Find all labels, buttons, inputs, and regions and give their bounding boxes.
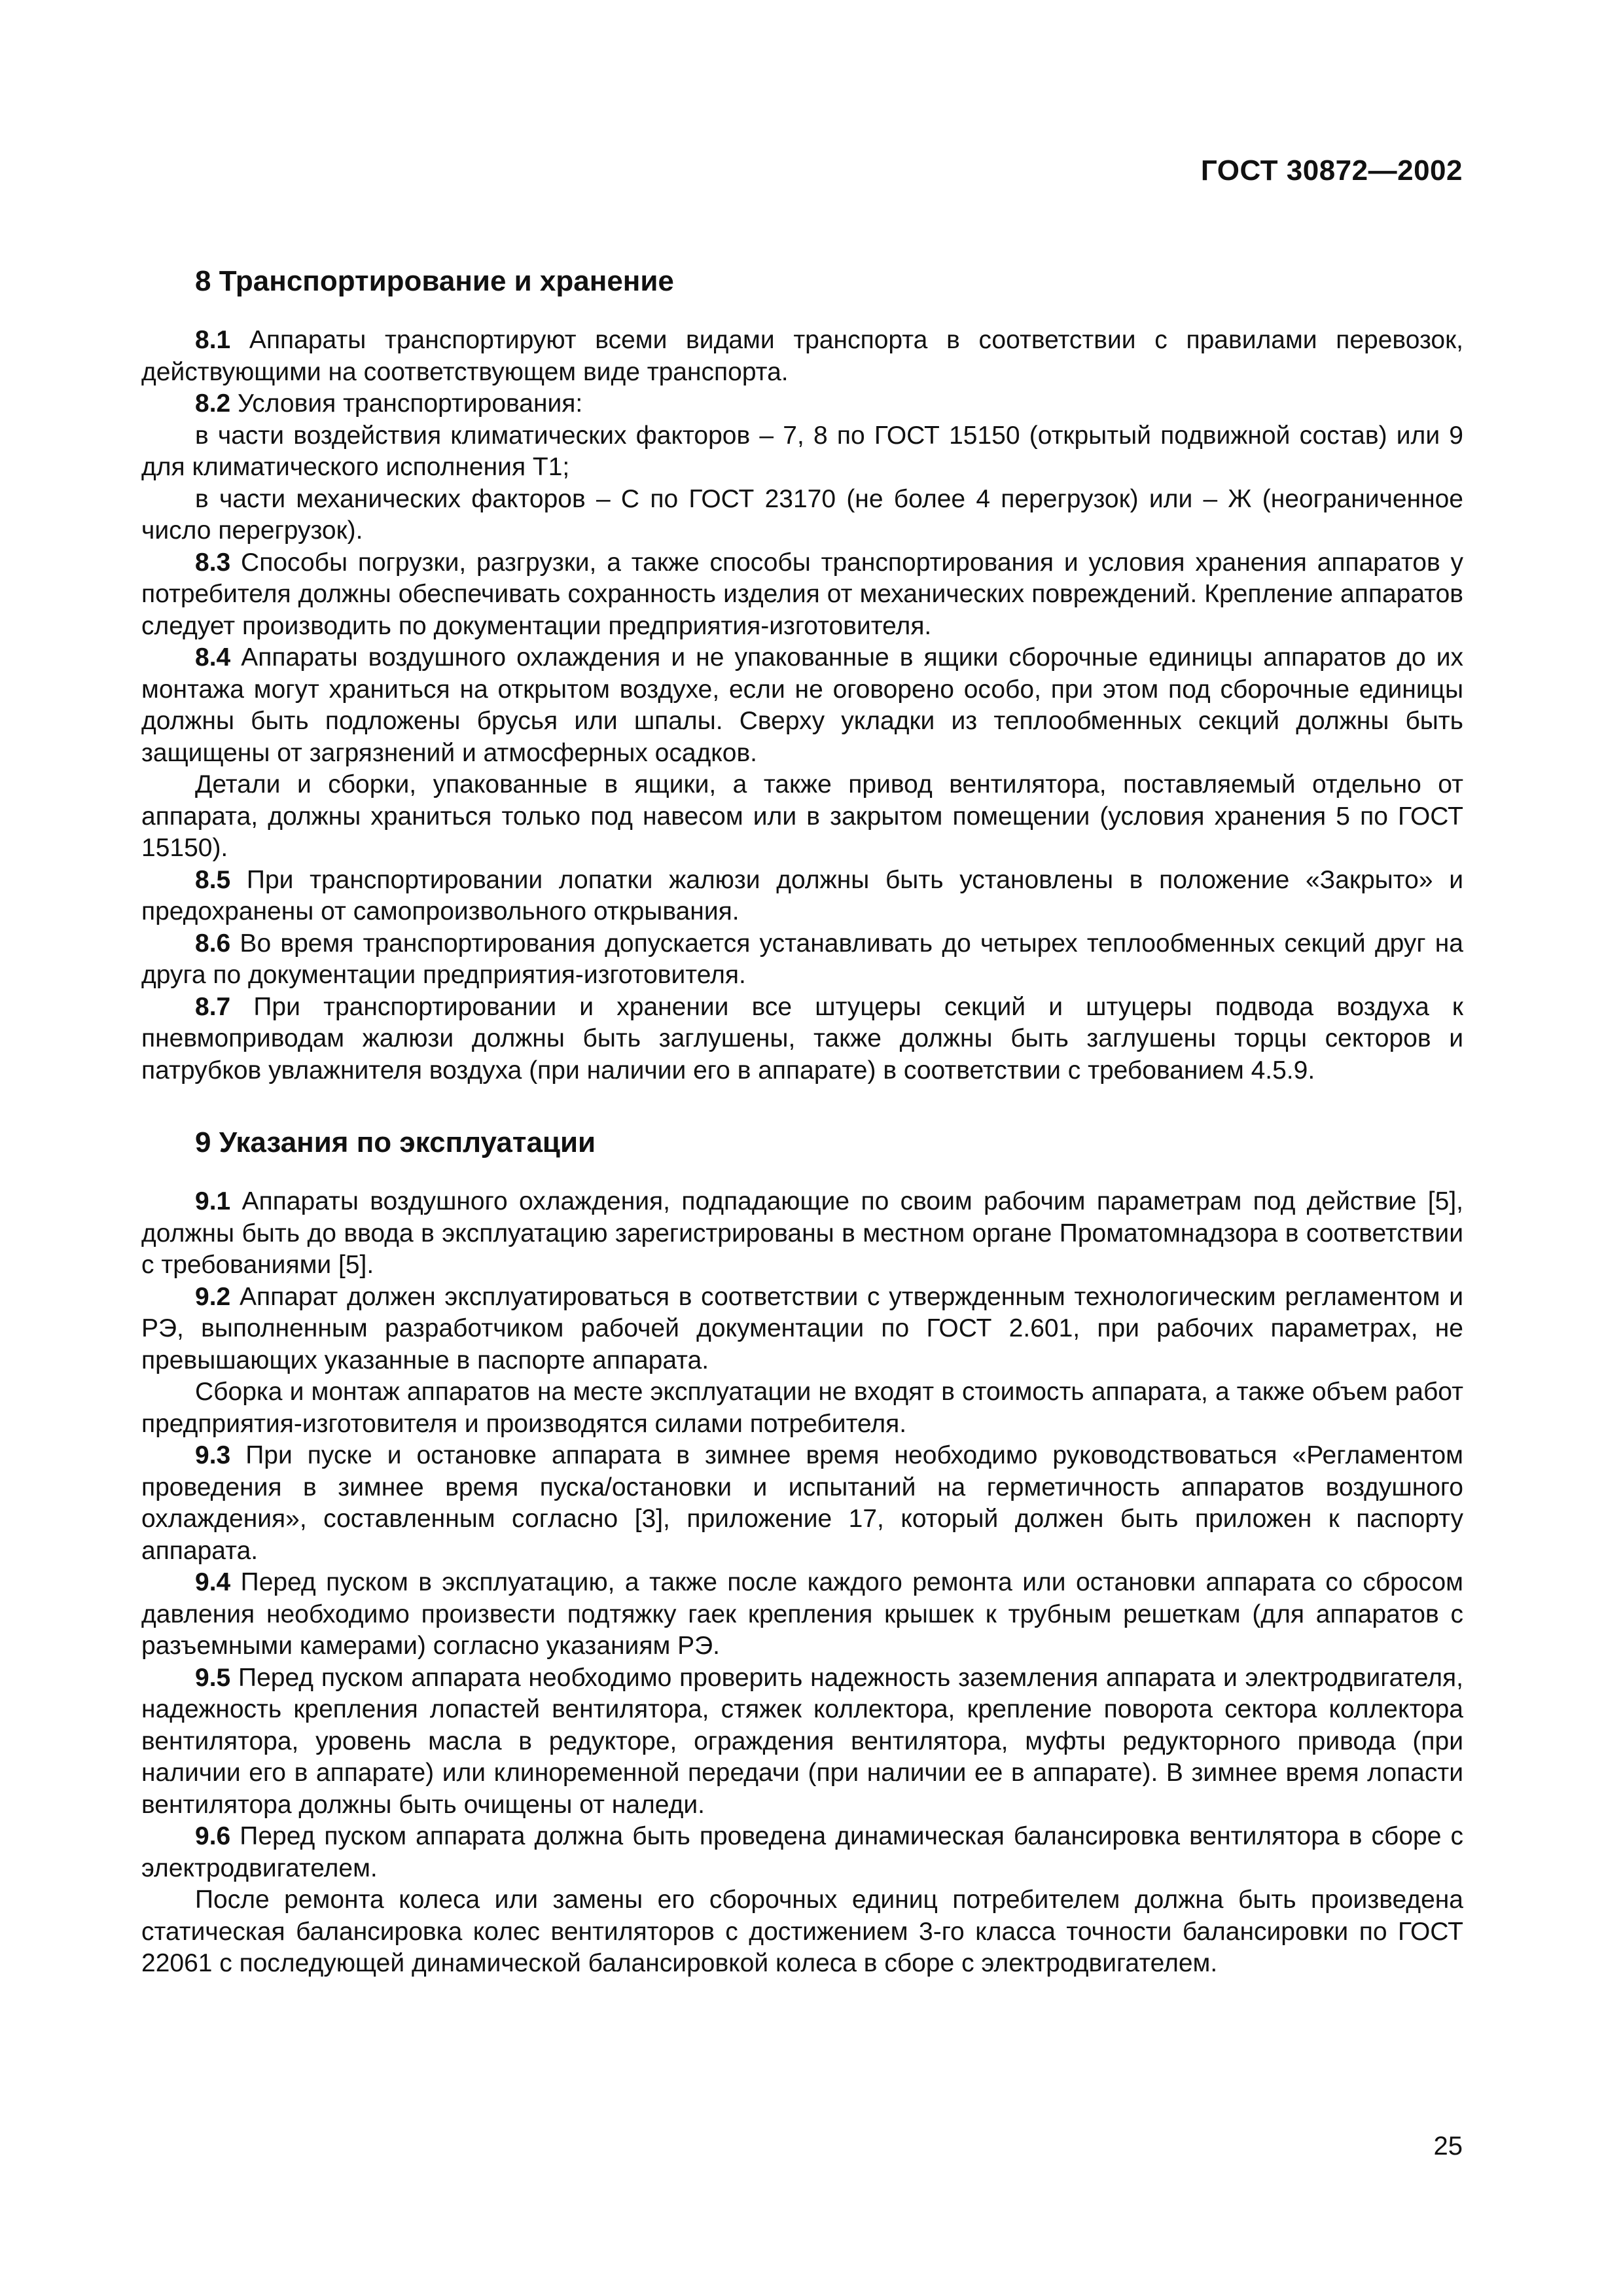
section-heading: 9 Указания по эксплуатации: [195, 1126, 596, 1158]
paragraph-text: в части воздействия климатических факторов – 7, 8 по ГОСТ 15150 (открытый подвижной состав) или 9 для климатического исполнения Т1;: [141, 421, 1463, 481]
paragraph: [141, 1662, 1463, 1821]
clause-number: 9.1: [195, 1187, 231, 1215]
document-body: [141, 263, 1463, 1980]
clause-number: 8.2: [195, 389, 231, 418]
paragraph-text: Во время транспортирования допускается устанавливать до четырех теплообменных секций друг на друга по документации предприятия-изготовителя.: [141, 929, 1463, 989]
paragraph-text: Перед пуском аппарата должна быть проведена динамическая балансировка вентилятора в сборе с электродвигателем.: [141, 1822, 1463, 1882]
paragraph-text: Способы погрузки, разгрузки, а также способы транспортирования и условия хранения аппаратов у потребителя должны обеспечивать сохранность изделия от механических повреждений. Крепление аппаратов следует производить по документации предприятия-изготовителя.: [141, 548, 1463, 640]
paragraph: [141, 547, 1463, 643]
paragraph-text: После ремонта колеса или замены его сборочных единиц потребителем должна быть произведена статическая балансировка колес вентиляторов с достижением 3-го класса точности балансировки по ГОСТ 22061 с последующей динамической балансировкой колеса в сборе с электродвигателем.: [141, 1886, 1463, 1977]
clause-number: 9.6: [195, 1822, 231, 1850]
clause-number: 8.5: [195, 865, 231, 894]
paragraph: [141, 865, 1463, 928]
paragraph: [141, 325, 1463, 388]
paragraph: [141, 1186, 1463, 1282]
paragraph-text: Аппараты воздушного охлаждения, подпадающие по своим рабочим параметрам под действие [5], должны быть до ввода в эксплуатацию зарегистрированы в местном органе Проматомнадзора в соответствии с требованиями [5].: [141, 1187, 1463, 1279]
paragraph: [141, 1821, 1463, 1884]
document-header-id: ГОСТ 30872—2002: [1200, 154, 1463, 187]
paragraph: [141, 642, 1463, 769]
paragraph-text: При пуске и остановке аппарата в зимнее время необходимо руководствоваться «Регламентом проведения в зимнее время пуска/остановки и испытаний на герметичность аппаратов воздушного охлаждения», составленным согласно [3], приложение 17, который должен быть приложен к паспорту аппарата.: [141, 1441, 1463, 1565]
paragraph: [141, 992, 1463, 1087]
paragraph: [141, 388, 1463, 420]
paragraph-text: Условия транспортирования:: [230, 389, 583, 418]
paragraph: [141, 1567, 1463, 1662]
clause-number: 9.4: [195, 1568, 231, 1596]
paragraph-text: При транспортировании и хранении все штуцеры секций и штуцеры подвода воздуха к пневмоприводам жалюзи должны быть заглушены, также должны быть заглушены торцы секторов и патрубков увлажнителя воздуха (при наличии его в аппарате) в соответствии с требованием 4.5.9.: [141, 992, 1463, 1085]
paragraph-text: в части механических факторов – С по ГОСТ 23170 (не более 4 перегрузок) или – Ж (неограниченное число перегрузок).: [141, 484, 1463, 545]
clause-number: 8.3: [195, 548, 231, 577]
clause-number: 8.7: [195, 992, 231, 1021]
clause-number: 8.1: [195, 326, 231, 354]
clause-number: 9.3: [195, 1441, 231, 1469]
clause-number: 8.4: [195, 643, 231, 672]
paragraph-text: При транспортировании лопатки жалюзи должны быть установлены в положение «Закрыто» и предохранены от самопроизвольного открывания.: [141, 865, 1463, 925]
paragraph-text: Перед пуском в эксплуатацию, а также после каждого ремонта или остановки аппарата со сбросом давления необходимо произвести подтяжку гаек крепления крышек к трубным решеткам (для аппаратов с разъемными камерами) согласно указаниям РЭ.: [141, 1568, 1463, 1660]
clause-number: 9.2: [195, 1282, 231, 1311]
paragraph-text: Аппараты транспортируют всеми видами транспорта в соответствии с правилами перевозок, действующими на соответствующем виде транспорта.: [141, 326, 1463, 386]
paragraph-text: Детали и сборки, упакованные в ящики, а также привод вентилятора, поставляемый отдельно от аппарата, должны храниться только под навесом или в закрытом помещении (условия хранения 5 по ГОСТ 15150).: [141, 770, 1463, 862]
clause-number: 8.6: [195, 929, 231, 958]
page-number: 25: [1433, 2132, 1463, 2161]
paragraph-text: Перед пуском аппарата необходимо проверить надежность заземления аппарата и электродвигателя, надежность крепления лопастей вентилятора, стяжек коллектора, крепление поворота сектора коллектора вентилятора, уровень масла в редукторе, ограждения вентилятора, муфты редукторного привода (при наличии его в аппарате) или клиноременной передачи (при наличии ее в аппарате). В зимнее время лопасти вентилятора должны быть очищены от наледи.: [141, 1663, 1463, 1819]
paragraph: [141, 769, 1463, 865]
paragraph: [141, 420, 1463, 484]
clause-number: 9.5: [195, 1663, 231, 1692]
paragraph-text: Аппараты воздушного охлаждения и не упакованные в ящики сборочные единицы аппаратов до их монтажа могут храниться на открытом воздухе, если не оговорено особо, при этом под сборочные единицы должны быть подложены брусья или шпалы. Сверху укладки из теплообменных секций должны быть защищены от загрязнений и атмосферных осадков.: [141, 643, 1463, 767]
section-heading: 8 Транспортирование и хранение: [195, 265, 674, 297]
paragraph: [141, 484, 1463, 547]
paragraph: [141, 1376, 1463, 1440]
paragraph: [141, 1282, 1463, 1377]
paragraph-text: Сборка и монтаж аппаратов на месте эксплуатации не входят в стоимость аппарата, а также объем работ предприятия-изготовителя и производятся силами потребителя.: [141, 1378, 1463, 1438]
paragraph: [141, 1440, 1463, 1567]
paragraph: [141, 928, 1463, 992]
paragraph: [141, 1884, 1463, 1980]
paragraph-text: Аппарат должен эксплуатироваться в соответствии с утвержденным технологическим регламентом и РЭ, выполненным разработчиком рабочей документации по ГОСТ 2.601, при рабочих параметрах, не превышающих указанные в паспорте аппарата.: [141, 1282, 1463, 1374]
